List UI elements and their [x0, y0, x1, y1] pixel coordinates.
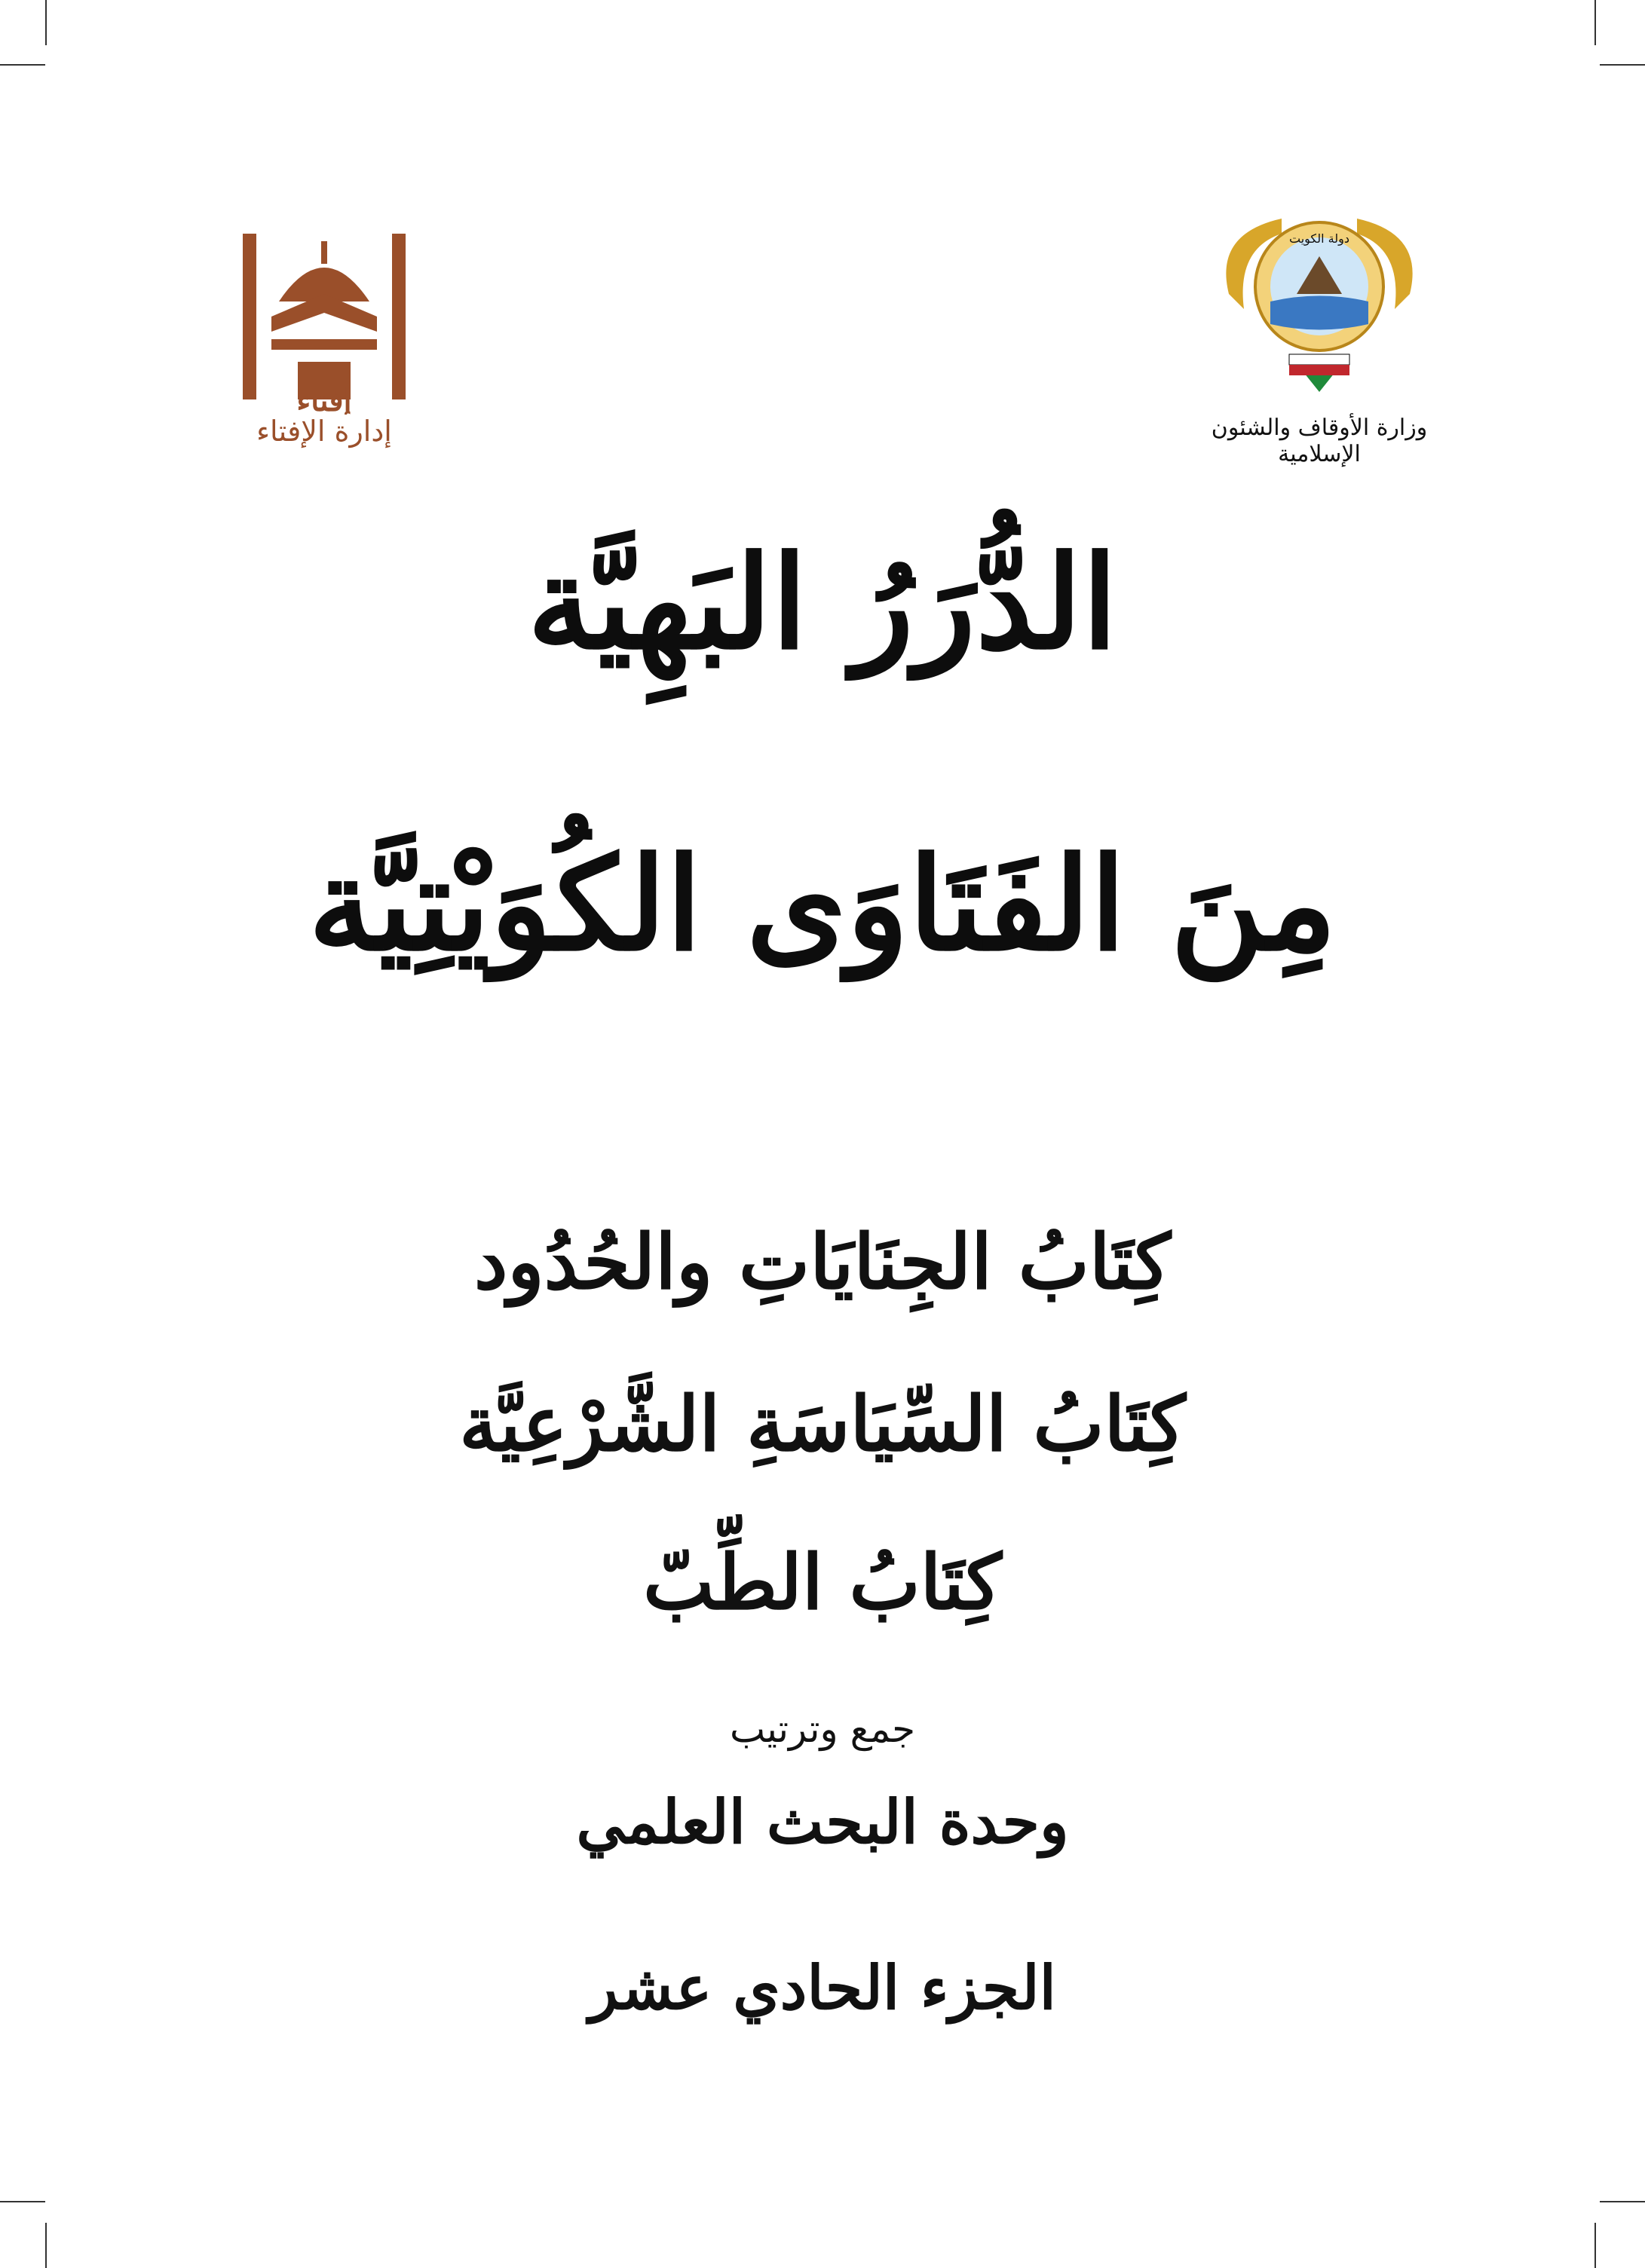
crop-mark — [1594, 2223, 1596, 2268]
kw-top-text: دولة الكويت — [1289, 231, 1349, 246]
kuwait-emblem-icon — [1199, 204, 1440, 415]
main-title-line1: الدُّرَرُ البَهِيَّة — [527, 528, 1118, 678]
book-title: كِتَابُ الجِنَايَاتِ والحُدُود — [473, 1217, 1172, 1306]
crop-mark — [0, 64, 45, 66]
compiled-by-label: جمع وترتيب — [729, 1707, 916, 1751]
book-title: كِتَابُ الطِّبّ — [643, 1538, 1002, 1627]
crop-mark — [1600, 2201, 1645, 2202]
crop-mark — [1600, 64, 1645, 66]
compiler-name: وحدة البحث العلمي — [576, 1786, 1069, 1857]
ifta-emblem-icon — [226, 219, 422, 415]
ifta-logo — [226, 219, 422, 467]
crop-mark — [0, 2201, 45, 2202]
crop-mark — [45, 0, 47, 45]
main-title-line2: مِنَ الفَتَاوَى الكُوَيْتِيَّة — [308, 829, 1337, 980]
book-title: كِتَابُ السِّيَاسَةِ الشَّرْعِيَّة — [459, 1379, 1186, 1468]
ministry-caption: وزارة الأوقاف والشئون الإسلامية — [1211, 415, 1428, 467]
ministry-logo — [1199, 204, 1440, 467]
crop-mark — [45, 2223, 47, 2268]
crop-mark — [1594, 0, 1596, 45]
ifta-caption: إدارة الإفتاء — [256, 415, 392, 448]
ifta-logo-text: إفتاء — [296, 383, 352, 415]
volume-label: الجزء الحادي عشر — [589, 1952, 1056, 2023]
